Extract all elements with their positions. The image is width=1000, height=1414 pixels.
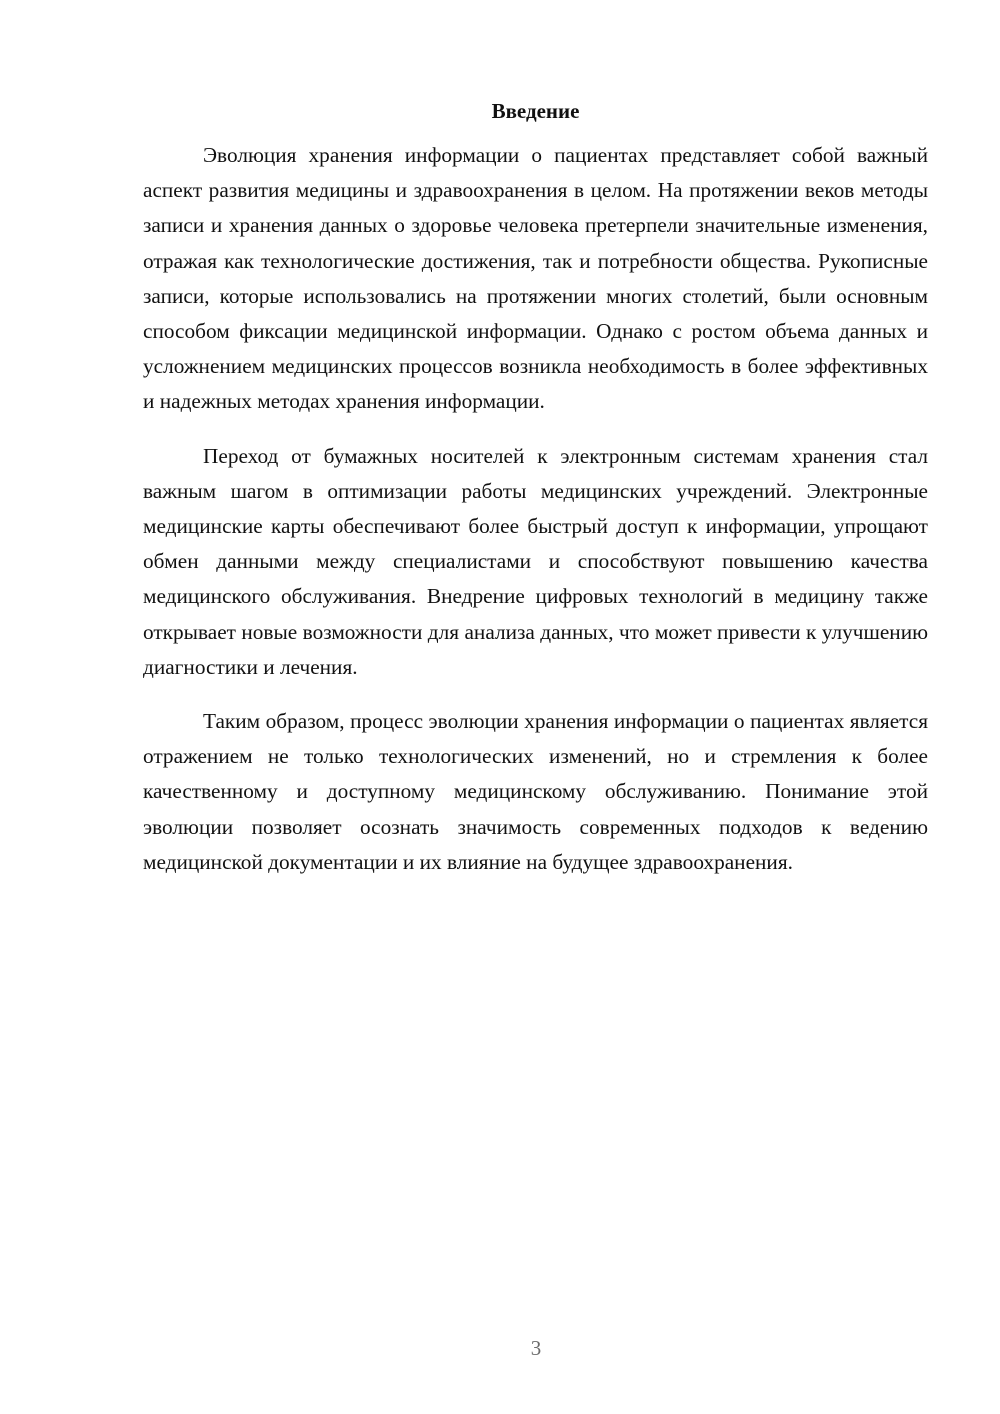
paragraph-2: Переход от бумажных носителей к электронным системам хранения стал важным шагом в оптимизации работы медицинских учреждений. Электронные медицинские карты обеспечивают более быстрый доступ к информации, упрощают обмен данными между специалистами и способствуют повышению качества медицинского обслуживания. Внедрение цифровых технологий в медицину также открывает новые возможности для анализа данных, что может привести к улучшению диагностики и лечения. <box>143 443 928 679</box>
paragraph-1: Эволюция хранения информации о пациентах представляет собой важный аспект развития медицины и здравоохранения в целом. На протяжении веков методы записи и хранения данных о здоровье человека претерпели значительные изменения, отражая как технологические достижения, так и потребности общества. Рукописные записи, которые использовались на протяжении многих столетий, были основным способом фиксации медицинской информации. Однако с ростом объема данных и усложнением медицинских процессов возникла необходимость в более эффективных и надежных методах хранения информации. <box>143 143 928 414</box>
paragraph-3: Таким образом, процесс эволюции хранения информации о пациентах является отражением не только технологических изменений, но и стремления к более качественному и доступному медицинскому обслуживанию. Понимание этой эволюции позволяет осознать значимость современных подходов к ведению медицинской документации и их влияние на будущее здравоохранения. <box>143 709 928 874</box>
section-title: Введение <box>491 99 580 123</box>
page-content <box>143 96 928 899</box>
page-number: 3 <box>530 1336 542 1360</box>
